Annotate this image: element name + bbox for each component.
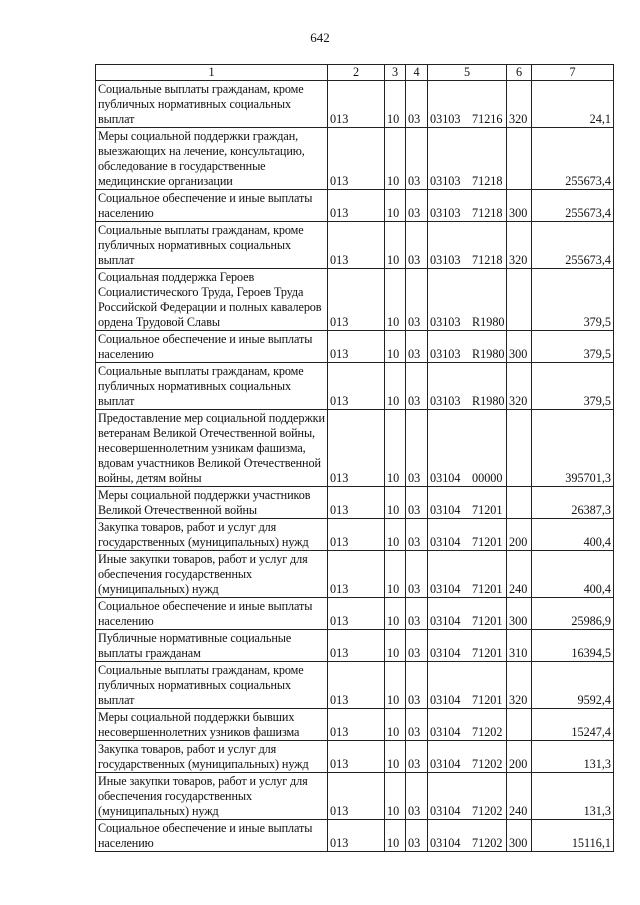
- target-article-direction: R1980: [472, 394, 505, 408]
- expense-type-cell: 320: [507, 222, 532, 269]
- target-article-direction: 71201: [472, 535, 503, 549]
- target-article-cell: [428, 598, 507, 630]
- column-number-header-row: [96, 65, 614, 81]
- target-article-program: 03104: [430, 693, 461, 707]
- grbs-code-cell: 013: [328, 269, 385, 331]
- expense-type-cell: 320: [507, 363, 532, 410]
- amount-cell: 255673,4: [532, 128, 614, 190]
- subsection-code-cell: 03: [406, 662, 428, 709]
- target-article-cell: [428, 519, 507, 551]
- subsection-code-cell: 03: [406, 331, 428, 363]
- grbs-code-cell: 013: [328, 820, 385, 852]
- table-row: [96, 551, 614, 598]
- target-article-program: 03103: [430, 112, 461, 126]
- row-name-cell: Социальное обеспечение и иные выплаты населению: [96, 190, 328, 222]
- grbs-code-cell: 013: [328, 363, 385, 410]
- amount-cell: 24,1: [532, 81, 614, 128]
- table-row: [96, 363, 614, 410]
- target-article-direction: 71201: [472, 582, 503, 596]
- grbs-code-cell: 013: [328, 190, 385, 222]
- expense-type-cell: 300: [507, 190, 532, 222]
- target-article-direction: 71216: [472, 112, 503, 126]
- grbs-code-cell: 013: [328, 598, 385, 630]
- target-article-cell: [428, 773, 507, 820]
- section-code-cell: 10: [385, 81, 406, 128]
- target-article-direction: 71201: [472, 614, 503, 628]
- amount-cell: 9592,4: [532, 662, 614, 709]
- target-article-direction: 71202: [472, 836, 503, 850]
- table-row: [96, 709, 614, 741]
- section-code-cell: 10: [385, 662, 406, 709]
- column-header: 3: [385, 65, 406, 81]
- expense-type-cell: [507, 269, 532, 331]
- expense-type-cell: 300: [507, 820, 532, 852]
- target-article-direction: 71201: [472, 503, 503, 517]
- table-row: [96, 269, 614, 331]
- table-row: [96, 630, 614, 662]
- section-code-cell: 10: [385, 128, 406, 190]
- target-article-direction: 71202: [472, 725, 503, 739]
- subsection-code-cell: 03: [406, 709, 428, 741]
- column-header: 7: [532, 65, 614, 81]
- subsection-code-cell: 03: [406, 487, 428, 519]
- section-code-cell: 10: [385, 410, 406, 487]
- target-article-program: 03103: [430, 174, 461, 188]
- amount-cell: 400,4: [532, 519, 614, 551]
- row-name-cell: Публичные нормативные социальные выплаты гражданам: [96, 630, 328, 662]
- target-article-cell: [428, 128, 507, 190]
- target-article-direction: 00000: [472, 471, 503, 485]
- row-name-cell: Меры социальной поддержки граждан, выезжающих на лечение, консультацию, обследование в государственные медицинские организации: [96, 128, 328, 190]
- row-name-cell: Закупка товаров, работ и услуг для государственных (муниципальных) нужд: [96, 741, 328, 773]
- target-article-cell: [428, 820, 507, 852]
- section-code-cell: 10: [385, 709, 406, 741]
- amount-cell: 16394,5: [532, 630, 614, 662]
- target-article-cell: [428, 269, 507, 331]
- target-article-program: 03103: [430, 394, 461, 408]
- subsection-code-cell: 03: [406, 363, 428, 410]
- grbs-code-cell: 013: [328, 487, 385, 519]
- amount-cell: 255673,4: [532, 222, 614, 269]
- target-article-program: 03104: [430, 614, 461, 628]
- grbs-code-cell: 013: [328, 551, 385, 598]
- row-name-cell: Закупка товаров, работ и услуг для государственных (муниципальных) нужд: [96, 519, 328, 551]
- table-row: [96, 331, 614, 363]
- subsection-code-cell: 03: [406, 551, 428, 598]
- expense-type-cell: 240: [507, 551, 532, 598]
- expense-type-cell: [507, 410, 532, 487]
- expense-type-cell: 200: [507, 519, 532, 551]
- amount-cell: 25986,9: [532, 598, 614, 630]
- subsection-code-cell: 03: [406, 820, 428, 852]
- target-article-direction: R1980: [472, 347, 505, 361]
- section-code-cell: 10: [385, 551, 406, 598]
- section-code-cell: 10: [385, 519, 406, 551]
- section-code-cell: 10: [385, 773, 406, 820]
- expense-type-cell: [507, 709, 532, 741]
- target-article-cell: [428, 410, 507, 487]
- column-header: 2: [328, 65, 385, 81]
- grbs-code-cell: 013: [328, 773, 385, 820]
- target-article-cell: [428, 222, 507, 269]
- expense-type-cell: 300: [507, 598, 532, 630]
- amount-cell: 255673,4: [532, 190, 614, 222]
- target-article-direction: 71202: [472, 804, 503, 818]
- target-article-direction: 71201: [472, 693, 503, 707]
- amount-cell: 379,5: [532, 269, 614, 331]
- table-row: [96, 741, 614, 773]
- subsection-code-cell: 03: [406, 598, 428, 630]
- target-article-program: 03104: [430, 646, 461, 660]
- table-row: [96, 598, 614, 630]
- target-article-cell: [428, 81, 507, 128]
- section-code-cell: 10: [385, 331, 406, 363]
- table-row: [96, 820, 614, 852]
- grbs-code-cell: 013: [328, 519, 385, 551]
- section-code-cell: 10: [385, 741, 406, 773]
- row-name-cell: Предоставление мер социальной поддержки ветеранам Великой Отечественной войны, несовершеннолетним узникам фашизма, вдовам участников Великой Отечественной войны, детям войны: [96, 410, 328, 487]
- row-name-cell: Социальные выплаты гражданам, кроме публичных нормативных социальных выплат: [96, 662, 328, 709]
- target-article-program: 03103: [430, 206, 461, 220]
- amount-cell: 15247,4: [532, 709, 614, 741]
- amount-cell: 379,5: [532, 363, 614, 410]
- subsection-code-cell: 03: [406, 410, 428, 487]
- section-code-cell: 10: [385, 363, 406, 410]
- target-article-cell: [428, 709, 507, 741]
- target-article-cell: [428, 551, 507, 598]
- grbs-code-cell: 013: [328, 81, 385, 128]
- section-code-cell: 10: [385, 222, 406, 269]
- target-article-program: 03104: [430, 471, 461, 485]
- budget-table: [95, 64, 614, 852]
- subsection-code-cell: 03: [406, 773, 428, 820]
- table-row: [96, 519, 614, 551]
- column-header: 1: [96, 65, 328, 81]
- amount-cell: 379,5: [532, 331, 614, 363]
- expense-type-cell: 310: [507, 630, 532, 662]
- target-article-cell: [428, 331, 507, 363]
- target-article-program: 03104: [430, 725, 461, 739]
- target-article-program: 03103: [430, 315, 461, 329]
- table-row: [96, 190, 614, 222]
- amount-cell: 15116,1: [532, 820, 614, 852]
- row-name-cell: Меры социальной поддержки участников Великой Отечественной войны: [96, 487, 328, 519]
- target-article-program: 03104: [430, 836, 461, 850]
- column-header: 5: [428, 65, 507, 81]
- grbs-code-cell: 013: [328, 222, 385, 269]
- subsection-code-cell: 03: [406, 128, 428, 190]
- table-row: [96, 81, 614, 128]
- table-row: [96, 410, 614, 487]
- expense-type-cell: 240: [507, 773, 532, 820]
- target-article-program: 03104: [430, 804, 461, 818]
- row-name-cell: Социальное обеспечение и иные выплаты населению: [96, 820, 328, 852]
- target-article-cell: [428, 363, 507, 410]
- subsection-code-cell: 03: [406, 630, 428, 662]
- expense-type-cell: [507, 487, 532, 519]
- table-row: [96, 487, 614, 519]
- column-header: 6: [507, 65, 532, 81]
- amount-cell: 131,3: [532, 741, 614, 773]
- target-article-cell: [428, 487, 507, 519]
- row-name-cell: Социальные выплаты гражданам, кроме публичных нормативных социальных выплат: [96, 222, 328, 269]
- target-article-direction: 71201: [472, 646, 503, 660]
- target-article-cell: [428, 662, 507, 709]
- grbs-code-cell: 013: [328, 128, 385, 190]
- target-article-program: 03104: [430, 582, 461, 596]
- page-number: 642: [310, 30, 330, 45]
- grbs-code-cell: 013: [328, 630, 385, 662]
- target-article-program: 03104: [430, 503, 461, 517]
- target-article-program: 03103: [430, 347, 461, 361]
- target-article-cell: [428, 741, 507, 773]
- expense-type-cell: 320: [507, 81, 532, 128]
- target-article-direction: R1980: [472, 315, 505, 329]
- table-row: [96, 662, 614, 709]
- target-article-direction: 71218: [472, 206, 503, 220]
- target-article-direction: 71202: [472, 757, 503, 771]
- subsection-code-cell: 03: [406, 741, 428, 773]
- row-name-cell: Социальные выплаты гражданам, кроме публичных нормативных социальных выплат: [96, 363, 328, 410]
- grbs-code-cell: 013: [328, 741, 385, 773]
- expense-type-cell: 320: [507, 662, 532, 709]
- target-article-cell: [428, 190, 507, 222]
- section-code-cell: 10: [385, 269, 406, 331]
- column-header: 4: [406, 65, 428, 81]
- expense-type-cell: [507, 128, 532, 190]
- section-code-cell: 10: [385, 820, 406, 852]
- row-name-cell: Иные закупки товаров, работ и услуг для обеспечения государственных (муниципальных) нужд: [96, 551, 328, 598]
- subsection-code-cell: 03: [406, 519, 428, 551]
- row-name-cell: Иные закупки товаров, работ и услуг для обеспечения государственных (муниципальных) нужд: [96, 773, 328, 820]
- row-name-cell: Социальные выплаты гражданам, кроме публичных нормативных социальных выплат: [96, 81, 328, 128]
- grbs-code-cell: 013: [328, 410, 385, 487]
- subsection-code-cell: 03: [406, 190, 428, 222]
- row-name-cell: Социальная поддержка Героев Социалистического Труда, Героев Труда Российской Федерации и полных кавалеров ордена Трудовой Славы: [96, 269, 328, 331]
- row-name-cell: Меры социальной поддержки бывших несовершеннолетних узников фашизма: [96, 709, 328, 741]
- subsection-code-cell: 03: [406, 269, 428, 331]
- target-article-direction: 71218: [472, 253, 503, 267]
- target-article-direction: 71218: [472, 174, 503, 188]
- table-row: [96, 222, 614, 269]
- table-row: [96, 773, 614, 820]
- grbs-code-cell: 013: [328, 331, 385, 363]
- amount-cell: 26387,3: [532, 487, 614, 519]
- amount-cell: 395701,3: [532, 410, 614, 487]
- target-article-program: 03103: [430, 253, 461, 267]
- amount-cell: 400,4: [532, 551, 614, 598]
- row-name-cell: Социальное обеспечение и иные выплаты населению: [96, 331, 328, 363]
- table-row: [96, 128, 614, 190]
- subsection-code-cell: 03: [406, 81, 428, 128]
- section-code-cell: 10: [385, 190, 406, 222]
- target-article-cell: [428, 630, 507, 662]
- row-name-cell: Социальное обеспечение и иные выплаты населению: [96, 598, 328, 630]
- subsection-code-cell: 03: [406, 222, 428, 269]
- expense-type-cell: 200: [507, 741, 532, 773]
- grbs-code-cell: 013: [328, 709, 385, 741]
- section-code-cell: 10: [385, 487, 406, 519]
- expense-type-cell: 300: [507, 331, 532, 363]
- table-body: [96, 81, 614, 852]
- target-article-program: 03104: [430, 535, 461, 549]
- target-article-program: 03104: [430, 757, 461, 771]
- grbs-code-cell: 013: [328, 662, 385, 709]
- section-code-cell: 10: [385, 630, 406, 662]
- section-code-cell: 10: [385, 598, 406, 630]
- amount-cell: 131,3: [532, 773, 614, 820]
